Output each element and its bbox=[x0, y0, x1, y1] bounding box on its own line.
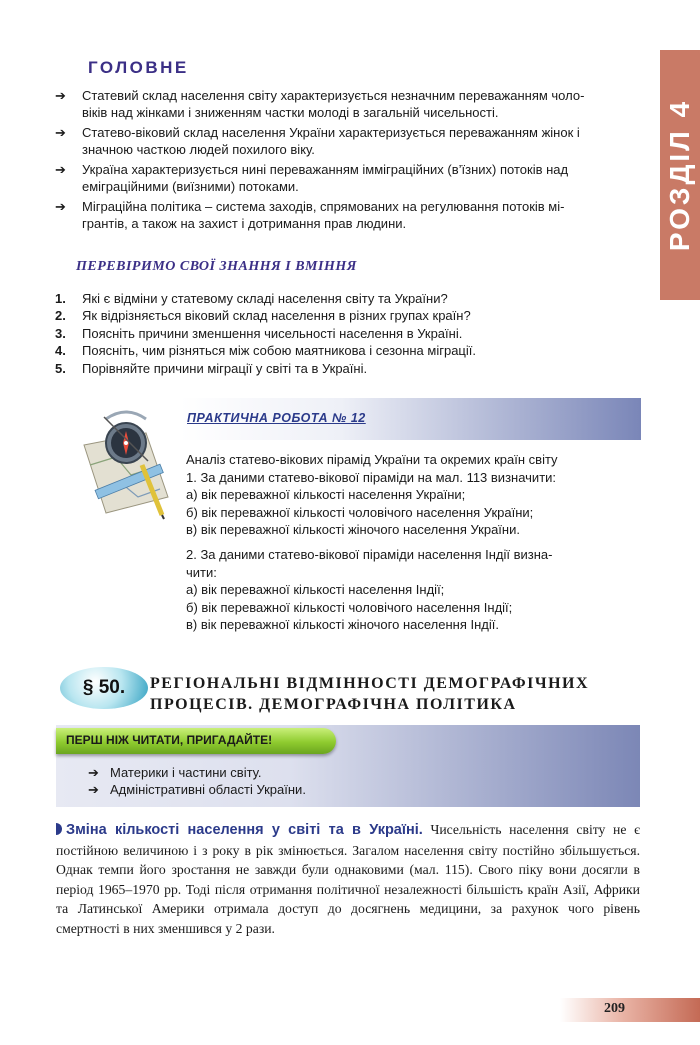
before-reading-list bbox=[88, 764, 306, 798]
list-item: 5. Порівняйте причини міграції у світі та в Україні. bbox=[55, 360, 368, 376]
chapter-label: РОЗДІЛ 4 bbox=[664, 98, 695, 252]
list-item: ➔ Україна характеризується нині переважанням імміграційних (в’їзних) потоків над еміграційними (виїзними) потоками. bbox=[55, 162, 569, 194]
page-number-band bbox=[560, 998, 700, 1022]
list-item: ➔ Материки і частини світу. bbox=[88, 765, 262, 780]
list-item: ➔ Статевий склад населення світу характеризується незначним переважанням чоло- віків над жінками і зниженням частки молоді в загальній чисельності. bbox=[55, 88, 585, 120]
arrow-icon: ➔ bbox=[55, 125, 66, 140]
page-number: 209 bbox=[604, 1001, 625, 1016]
section-title: РЕГІОНАЛЬНІ ВІДМІННОСТІ ДЕМОГРАФІЧНИХ ПРОЦЕСІВ. ДЕМОГРАФІЧНА ПОЛІТИКА bbox=[150, 675, 590, 713]
paragraph-marker-icon bbox=[56, 823, 62, 835]
before-reading-label: ПЕРШ НІЖ ЧИТАТИ, ПРИГАДАЙТЕ! bbox=[56, 728, 336, 754]
question-list bbox=[55, 290, 655, 377]
practical-work-title: ПРАКТИЧНА РОБОТА № 12 bbox=[187, 411, 366, 425]
list-item: 1. Які є відміни у статевому складі населення світу та України? bbox=[55, 291, 448, 306]
practical-work-text: Аналіз статево-вікових пірамід України та окремих країн світу 1. За даними статево-вікової піраміди на мал. 113 визначити: а) вік переважної кількості населення України; б) вік переважної кількості чоловічого населення України; в) вік переважної кількості жіночого населення України. 2. За даними статево-вікової піраміди населення Індії визна- чити: а) вік переважної кількості населення Індії; б) вік переважної кількості чоловічого населення Індії; в) вік переважної кількості жіночого населення Індії. bbox=[186, 452, 558, 633]
list-item: 4. Поясніть, чим різняться між собою маятникова і сезонна міграції. bbox=[55, 343, 476, 359]
body-paragraph bbox=[56, 820, 640, 938]
list-item: ➔ Адміністративні області України. bbox=[88, 782, 306, 797]
arrow-icon: ➔ bbox=[55, 199, 66, 214]
list-item: ➔ Статево-віковий склад населення України характеризується переважанням жінок і значною часткою людей похилого віку. bbox=[55, 125, 580, 157]
arrow-icon: ➔ bbox=[88, 782, 99, 797]
list-item: ➔ Міграційна політика – система заходів, спрямованих на регулювання потоків мі- грантів, а також на захист і дотримання прав людини. bbox=[55, 199, 565, 231]
chapter-side-tab bbox=[660, 50, 700, 300]
arrow-icon: ➔ bbox=[55, 88, 66, 103]
arrow-icon: ➔ bbox=[88, 765, 99, 780]
section-number-badge: § 50. bbox=[60, 667, 148, 709]
summary-list bbox=[55, 88, 645, 236]
paragraph-body: Чисельність населення світу не є постійною величиною і з року в рік змінюється. Загалом населення світу постійно збільшується. Однак темпи його зростання не завжди були однаковими (мал. 115). Свого піку вони досягли в період 1965–1970 рр. Тоді після отримання політичної незалежності більшість країн Азії, Африки та Латинської Америки отримала доступ до досягнень медицини, за рахунок чого рівень смертності в них зменшився у 2 рази. bbox=[56, 822, 641, 936]
list-item: 2. Як відрізняється віковий склад населення в різних групах країн? bbox=[55, 308, 471, 324]
paragraph-lead: Зміна кількості населення у світі та в Україні. bbox=[66, 822, 423, 838]
list-item: 3. Поясніть причини зменшення чисельності населення в Україні. bbox=[55, 325, 463, 341]
check-knowledge-heading: ПЕРЕВІРИМО СВОЇ ЗНАННЯ І ВМІННЯ bbox=[76, 259, 357, 274]
compass-map-illustration-icon bbox=[76, 405, 176, 520]
summary-heading: ГОЛОВНЕ bbox=[88, 58, 189, 77]
arrow-icon: ➔ bbox=[55, 162, 66, 177]
